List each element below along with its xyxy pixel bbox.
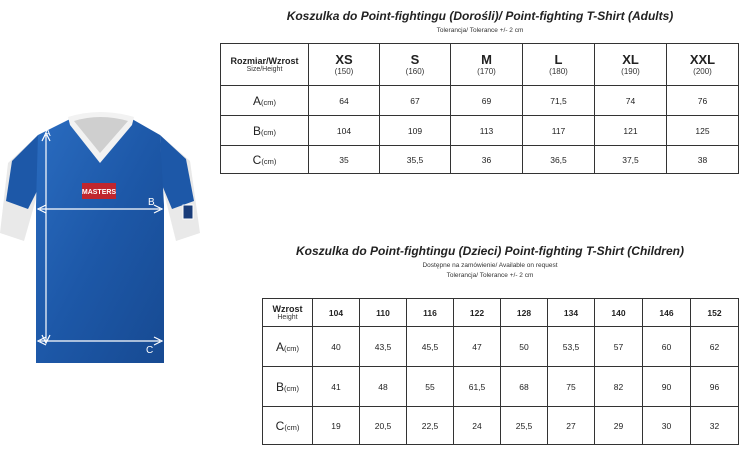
value-cell: 57 [595, 327, 643, 367]
tshirt-illustration [0, 105, 205, 370]
value-cell: 121 [595, 116, 667, 146]
adults-size-table [220, 43, 739, 174]
value-cell: 20,5 [360, 407, 407, 445]
value-cell: 35 [309, 146, 380, 174]
value-cell: 67 [380, 86, 451, 116]
row-letter: B [252, 123, 261, 138]
row-letter: C [252, 152, 262, 167]
adults-row-b [221, 116, 739, 146]
value-cell: 36,5 [523, 146, 595, 174]
value-cell: 45,5 [407, 327, 454, 367]
row-label-cell [221, 86, 309, 116]
value-cell: 50 [501, 327, 548, 367]
adults-row-a [221, 86, 739, 116]
value-cell: 36 [451, 146, 523, 174]
value-cell: 69 [451, 86, 523, 116]
row-label-cell [263, 327, 313, 367]
adults-size-cell [380, 44, 451, 86]
adults-size-height: (160) [405, 67, 425, 76]
value-cell: 32 [691, 407, 739, 445]
value-cell: 37,5 [595, 146, 667, 174]
row-label-cell [221, 116, 309, 146]
children-size-cell: 146 [643, 299, 691, 327]
adults-title: Koszulka do Point-fightingu (Dorośli)/ Point-fighting T-Shirt (Adults) [286, 9, 674, 23]
row-label-cell [263, 407, 313, 445]
adults-size-height: (190) [621, 67, 640, 76]
row-letter: B [275, 379, 284, 394]
children-header-label: Wzrost [272, 304, 303, 314]
children-size-cell: 116 [407, 299, 454, 327]
children-header-sublabel: Height [277, 314, 298, 321]
value-cell: 55 [407, 367, 454, 407]
children-header-cell [263, 299, 313, 327]
adults-header-row [221, 44, 739, 86]
children-size-cell: 128 [501, 299, 548, 327]
value-cell: 40 [313, 327, 360, 367]
value-cell: 29 [595, 407, 643, 445]
adults-tolerance: Tolerancja/ Tolerance +/- 2 cm [436, 27, 524, 34]
row-letter: C [275, 418, 285, 433]
row-letter: A [252, 93, 261, 108]
adults-header-cell [221, 44, 309, 86]
row-unit: (cm) [284, 422, 300, 432]
value-cell: 19 [313, 407, 360, 445]
children-size-cell: 134 [548, 299, 595, 327]
children-size-cell: 152 [691, 299, 739, 327]
children-availability: Dostępne na zamówienie/ Available on request [422, 262, 558, 269]
value-cell: 104 [309, 116, 380, 146]
value-cell: 64 [309, 86, 380, 116]
adults-size-height: (150) [334, 67, 354, 76]
value-cell: 71,5 [523, 86, 595, 116]
adults-size-height: (200) [693, 67, 712, 76]
value-cell: 43,5 [360, 327, 407, 367]
value-cell: 47 [454, 327, 501, 367]
value-cell: 41 [313, 367, 360, 407]
children-size-cell: 104 [313, 299, 360, 327]
value-cell: 125 [667, 116, 739, 146]
adults-size-cell [667, 44, 739, 86]
adults-header-sublabel: Size/Height [246, 66, 283, 73]
children-row-b [263, 367, 739, 407]
adults-size-label: XXL [689, 52, 716, 67]
value-cell: 25,5 [501, 407, 548, 445]
adults-size-cell [523, 44, 595, 86]
children-row-c [263, 407, 739, 445]
value-cell: 96 [691, 367, 739, 407]
value-cell: 48 [360, 367, 407, 407]
children-row-a [263, 327, 739, 367]
sleeve-badge [183, 205, 193, 219]
adults-size-label: XL [622, 52, 639, 67]
value-cell: 109 [380, 116, 451, 146]
value-cell: 75 [548, 367, 595, 407]
value-cell: 82 [595, 367, 643, 407]
value-cell: 27 [548, 407, 595, 445]
value-cell: 76 [667, 86, 739, 116]
children-header-row [263, 299, 739, 327]
adults-size-label: L [554, 52, 563, 67]
children-size-cell: 110 [360, 299, 407, 327]
value-cell: 38 [667, 146, 739, 174]
measure-b-label: B [148, 197, 155, 208]
value-cell: 30 [643, 407, 691, 445]
value-cell: 74 [595, 86, 667, 116]
adults-size-height: (170) [477, 67, 496, 76]
value-cell: 62 [691, 327, 739, 367]
adults-size-label: XS [335, 52, 353, 67]
children-title: Koszulka do Point-fightingu (Dzieci) Point-fighting T-Shirt (Children) [296, 244, 684, 258]
adults-size-label: S [410, 52, 420, 67]
value-cell: 35,5 [380, 146, 451, 174]
row-unit: (cm) [284, 343, 299, 353]
value-cell: 24 [454, 407, 501, 445]
adults-size-cell [595, 44, 667, 86]
value-cell: 113 [451, 116, 523, 146]
adults-row-c [221, 146, 739, 174]
value-cell: 68 [501, 367, 548, 407]
measure-c-label: C [146, 345, 154, 356]
value-cell: 53,5 [548, 327, 595, 367]
row-letter: A [275, 339, 284, 354]
value-cell: 22,5 [407, 407, 454, 445]
value-cell: 117 [523, 116, 595, 146]
row-unit: (cm) [261, 127, 276, 137]
adults-size-height: (180) [549, 67, 568, 76]
row-label-cell [221, 146, 309, 174]
children-size-cell: 122 [454, 299, 501, 327]
value-cell: 90 [643, 367, 691, 407]
adults-size-label: M [481, 52, 492, 67]
children-size-table [262, 298, 739, 445]
logo-text: MASTERS [81, 189, 117, 196]
measure-a-label: A [44, 128, 51, 139]
children-size-cell: 140 [595, 299, 643, 327]
row-label-cell [263, 367, 313, 407]
value-cell: 61,5 [454, 367, 501, 407]
adults-size-cell [309, 44, 380, 86]
adults-size-cell [451, 44, 523, 86]
value-cell: 60 [643, 327, 691, 367]
adults-header-label: Rozmiar/Wzrost [230, 56, 299, 66]
children-tolerance: Tolerancja/ Tolerance +/- 2 cm [446, 272, 534, 279]
row-unit: (cm) [284, 383, 299, 393]
row-unit: (cm) [261, 156, 277, 166]
row-unit: (cm) [261, 97, 276, 107]
